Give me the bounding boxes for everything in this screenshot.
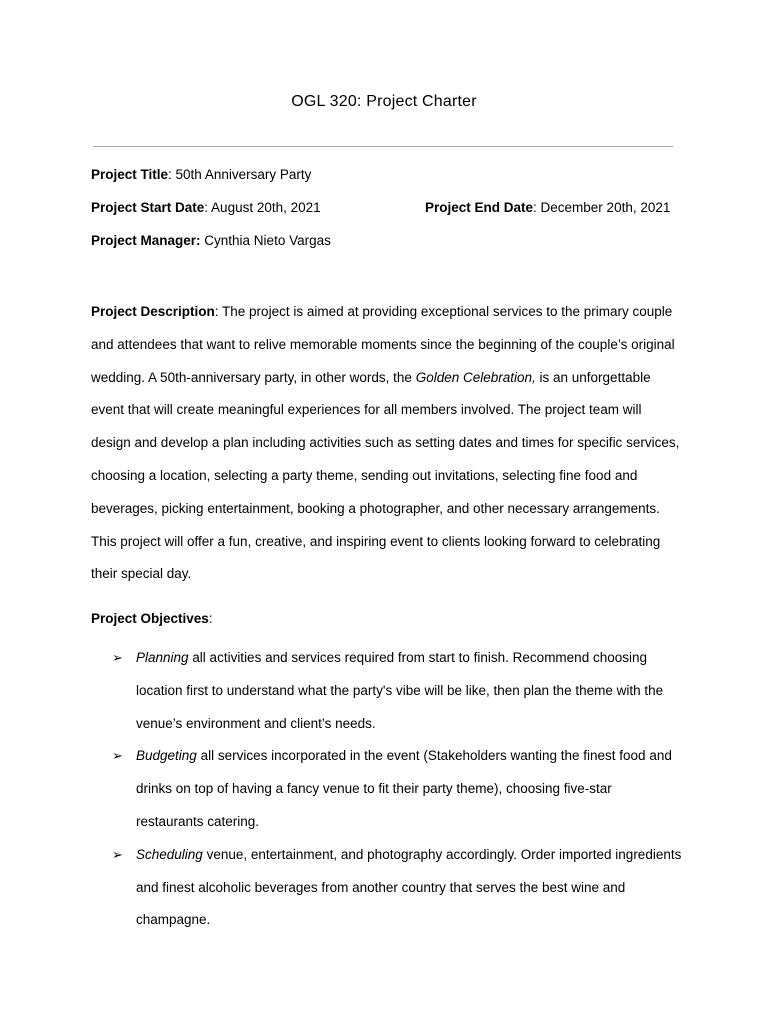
arrow-bullet-icon: ➢: [112, 748, 123, 764]
description-text-1: : The project is aimed at providing exceptional services to the primary couple and attendees that want to relive memorable moments since the beginning of the couple’s original wedding. A 50th-anniversary party, in other words, the: [91, 304, 675, 385]
objectives-list: [112, 642, 682, 937]
start-date-value: : August 20th, 2021: [204, 200, 321, 215]
description-emphasis: Golden Celebration,: [415, 369, 536, 385]
objective-lead: Budgeting: [136, 748, 197, 764]
objectives-colon: :: [208, 611, 213, 626]
project-description: [91, 296, 681, 591]
objectives-heading: [91, 611, 213, 626]
manager-value: Cynthia Nieto Vargas: [200, 233, 331, 248]
arrow-bullet-icon: ➢: [112, 846, 123, 862]
objective-text: venue, entertainment, and photography accordingly. Order imported ingredients and finest alcoholic beverages from another country that serves the best wine and champagne.: [136, 846, 682, 928]
end-date-label: Project End Date: [425, 200, 534, 215]
description-paragraph: [91, 296, 681, 591]
title-divider: [93, 146, 673, 147]
list-item: [112, 642, 682, 740]
objective-lead: Planning: [136, 650, 189, 665]
manager-row: [91, 233, 331, 248]
objective-text: all services incorporated in the event (Stakeholders wanting the finest food and drinks on top of having a fancy venue to fit their party theme), choosing five-star restaurants catering.: [136, 748, 672, 829]
project-title-label: Project Title: [91, 167, 169, 182]
description-label: Project Description: [91, 304, 215, 319]
list-item: [112, 839, 682, 937]
page-title: OGL 320: Project Charter: [291, 93, 477, 110]
description-text-2: is an unforgettable event that will create meaningful experiences for all members involved. The project team will design and develop a plan including activities such as setting dates and times for specific services, choosing a location, selecting a party theme, sending out invitations, selecting fine food and beverages, picking entertainment, booking a photographer, and other necessary arrangements. This project will offer a fun, creative, and inspiring event to clients looking forward to celebrating their special day.: [91, 369, 680, 582]
arrow-bullet-icon: ➢: [112, 650, 123, 665]
start-date-label: Project Start Date: [91, 200, 205, 215]
start-date-row: [91, 200, 321, 215]
manager-label: Project Manager:: [91, 233, 201, 248]
project-title-value: : 50th Anniversary Party: [168, 167, 312, 182]
list-item: [112, 740, 682, 838]
project-title-row: [91, 167, 311, 182]
objective-text: all activities and services required from start to finish. Recommend choosing location first to understand what the party's vibe will be like, then plan the theme with the venue’s environment and client’s needs.: [136, 650, 664, 731]
objectives-label: Project Objectives: [91, 611, 209, 626]
objective-lead: Scheduling: [136, 846, 203, 862]
end-date-value: : December 20th, 2021: [533, 200, 671, 215]
end-date-row: [425, 200, 670, 215]
